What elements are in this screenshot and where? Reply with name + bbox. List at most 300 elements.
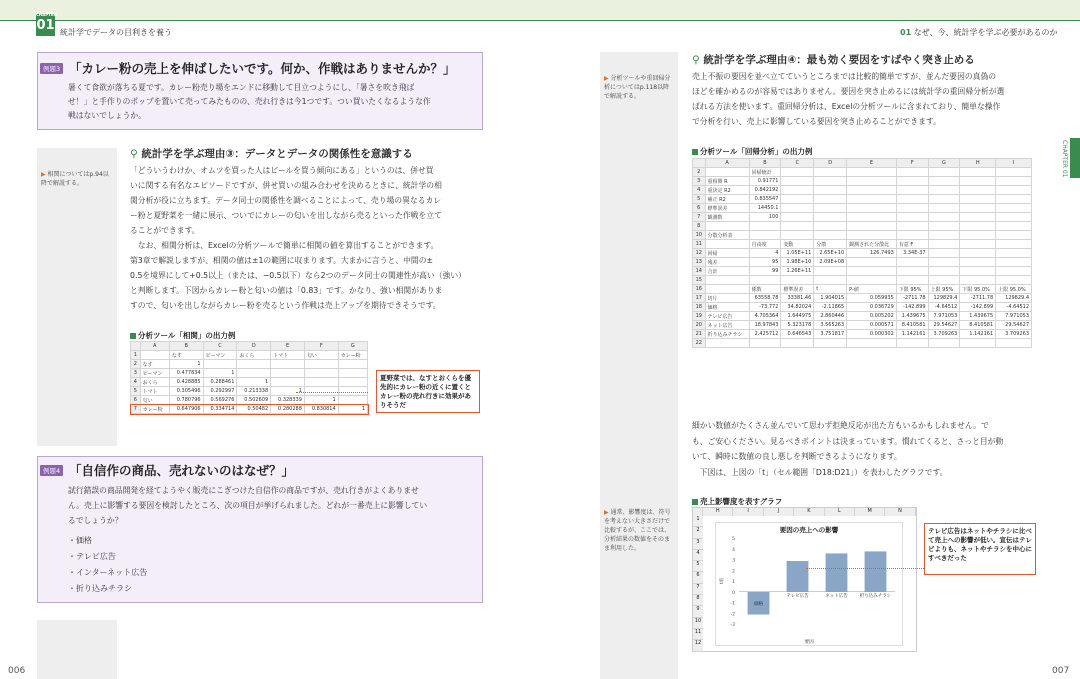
table-row [131,378,368,387]
example4-body: 試行錯誤の商品開発を経てようやく販売にこぎつけた自信作の商品ですが、売れ行きがよくありませ ん。売上に影響する要因を検討したところ、次の項目が挙げられました。どれが一番売上に影響してい るでしょうか？ [68,486,428,525]
y-tick-label: 5 [732,537,735,542]
table-cell: 5 [693,195,706,204]
table-cell: 0.830814 [304,405,338,414]
table-row [693,249,1032,258]
table-cell: 4 [749,249,781,258]
table-cell: 2.65E+10 [814,249,847,258]
note-influence: ▶ 通常、影響度は、符号を考えない大きさだけで比較するが、ここでは、分析結果の数値をそのまま利用した。 [604,509,671,552]
column-header: K [794,508,824,516]
table-cell: 63558.78 [749,294,781,303]
section4-body: 売上不振の要因を並べ立てていうところまでは比較的簡単ですが、並んだ要因の真偽の ほどを確かめるのが容易ではありません。要因を突き止めるには統計学の重回帰分析が選 ばれる方法を使います。重回帰分析は、Excelの分析ツールに含まれており、簡単な操作 で分析を行い、売上に影響している要因を突き止めることができます。 [692,72,1005,126]
right-top-band [540,0,1080,20]
table-cell: 29.54627 [996,321,1032,330]
y-tick-label: 4 [732,547,735,553]
table-cell [781,231,814,240]
table-cell [928,177,960,186]
table-cell [814,168,847,177]
table-cell: なす [140,360,169,369]
column-header [693,508,703,516]
column-header: E [847,159,897,168]
example3-box [37,52,483,130]
table-cell: 折り込みチラシ [705,330,749,339]
callout2-leader [806,568,924,569]
table-cell: 0.000571 [847,321,897,330]
table-cell: 100 [749,213,781,222]
note-correlation: ▶ 相関についてはp.94以降で解説する。 [41,171,109,187]
search-icon: ⚲ [130,148,138,160]
table-cell: 129829.4 [928,294,960,303]
table-cell: -2711.78 [896,294,928,303]
table-cell: 上限 95.0% [996,285,1032,294]
table-cell [928,186,960,195]
table-cell [847,267,897,276]
table-cell: 3.709263 [928,330,960,339]
table-cell [996,240,1032,249]
table-cell [304,378,338,387]
column-header [131,342,141,351]
table-cell [271,369,305,378]
table-row [693,276,1032,285]
table-cell [749,231,781,240]
table-cell: 2.09E+08 [814,258,847,267]
table-row [693,186,1032,195]
chart-sheet [692,507,917,652]
table-cell [928,339,960,348]
row-header: 11 [693,629,703,640]
table-cell [996,186,1032,195]
table-cell: 0.059935 [847,294,897,303]
table-cell [338,387,367,396]
table-cell: なす [169,351,203,360]
table-cell [896,195,928,204]
table-cell: 1.439675 [896,312,928,321]
chart-sheet-row-headers [693,516,703,652]
table-cell: 95 [749,258,781,267]
table-cell [781,276,814,285]
table-cell: 1 [271,387,305,396]
table-cell [996,168,1032,177]
table-cell: 20 [693,321,706,330]
table-cell [847,258,897,267]
table-cell: カレー粉 [338,351,367,360]
table-cell [928,258,960,267]
column-header: B [169,342,203,351]
table-cell: 0.036729 [847,303,897,312]
body-after-table: 細かい数値がたくさん並んでいて思わず拒絶反応が出た方もいるかもしれません。で も、ご安心ください。見るべきポイントは決まっています。慣れてくると、さっと目が動 いて、瞬時に数値の良し悪しを判断できるようになります。 下図は、上図の「t」（セル範囲「D18:D21」）を表わしたグラフです。 [692,421,1004,477]
table-cell: 0.477834 [169,369,203,378]
table-cell [996,177,1032,186]
y-axis-label: t値 [720,577,725,585]
table-cell: 14 [693,267,706,276]
table-cell [996,213,1032,222]
table-cell [996,339,1032,348]
table-cell [847,168,897,177]
table-cell [781,177,814,186]
chapter-badge: CHAPTER 01 [36,14,55,36]
table-cell [781,339,814,348]
table-cell [960,213,996,222]
table-cell: 7.971053 [996,312,1032,321]
table-cell: 0.780796 [169,396,203,405]
table1-caption: 分析ツール「相関」の出力例 [130,330,235,341]
x-tick-label: 折り込みチラシ [859,593,892,599]
table-cell: 1.439675 [960,312,996,321]
table-cell: 2.860446 [814,312,847,321]
y-tick-label: 3 [732,558,735,564]
table-cell [896,213,928,222]
table-row [693,330,1032,339]
table-cell: おくら [140,378,169,387]
table-row [131,396,368,405]
table-cell [960,276,996,285]
table-cell [896,258,928,267]
left-side-column [37,148,117,446]
table-cell [960,168,996,177]
table-cell: 残差 [705,258,749,267]
row-header: 12 [693,640,703,651]
table-cell [705,168,749,177]
table-cell: 重決定 R2 [705,186,749,195]
table-cell: 価格 [705,303,749,312]
table-cell: 有意 F [896,240,928,249]
table-cell: 係数 [749,285,781,294]
column-header: M [855,508,885,516]
table-cell [847,213,897,222]
table-row [693,177,1032,186]
table-cell: -2.11865 [814,303,847,312]
right-running-header: 01 なぜ、今、統計学を学ぶ必要があるのか [900,28,1058,37]
list-item: ・価格 [68,536,92,545]
search-icon: ⚲ [692,54,700,66]
example4-title: 「自信作の商品、売れないのはなぜ？」 [69,463,295,478]
list-item: ・インターネット広告 [68,568,148,577]
table-cell [928,231,960,240]
table-row [693,294,1032,303]
bar-2 [826,553,848,591]
table-cell: 1.142161 [896,330,928,339]
table-cell: 0.569276 [203,396,237,405]
table-cell [960,195,996,204]
table-cell: 10 [693,231,706,240]
table-cell [960,222,996,231]
table-cell: 0.334714 [203,405,237,414]
table-cell [960,267,996,276]
chart-sheet-column-headers [693,508,916,516]
table-cell: 1 [203,369,237,378]
example4-label: 例題4 [40,465,63,476]
table-cell: -4.64512 [928,303,960,312]
table-cell: 15 [693,276,706,285]
right-side-column [600,52,678,679]
table-cell [928,249,960,258]
table-cell [896,186,928,195]
correlation-table [130,341,368,414]
table-cell [960,249,996,258]
row-header: 9 [693,606,703,617]
table-cell: 0.213338 [237,387,271,396]
table-cell [847,186,897,195]
table-cell [304,360,338,369]
table-cell [705,285,749,294]
table-cell [960,186,996,195]
column-header: C [781,159,814,168]
table-cell [814,339,847,348]
table-cell [814,195,847,204]
table-cell: 下限 95.0% [960,285,996,294]
table-cell: 1.98E+10 [781,258,814,267]
table-cell: 7.971053 [928,312,960,321]
chapter-vertical-label: CHAPTER 01 [1061,140,1068,178]
table-cell: 1 [338,405,367,414]
table-cell: 2.425712 [749,330,781,339]
table-row [693,168,1032,177]
table-cell: 1 [304,396,338,405]
table-cell: 切片 [705,294,749,303]
table-cell: 0.842192 [749,186,781,195]
table-cell: 0.292997 [203,387,237,396]
table-cell [814,231,847,240]
table-row [131,387,368,396]
table-cell [928,168,960,177]
table-cell [996,267,1032,276]
table-cell: 16 [693,285,706,294]
table-cell [928,213,960,222]
table-cell: 0.502609 [237,396,271,405]
section4-heading: ⚲ 統計学を学ぶ理由④：最も効く要因をすばやく突き止める [692,54,975,66]
table-cell [338,378,367,387]
table-cell: 34.82024 [781,303,814,312]
table-row [693,303,1032,312]
left-running-header: 統計学でデータの目利きを養う [60,28,172,37]
table-cell [847,204,897,213]
table-cell: 8.410581 [960,321,996,330]
table-cell: テレビ広告 [705,312,749,321]
column-header [693,159,706,168]
table-cell [271,378,305,387]
table-cell [896,339,928,348]
table-cell [781,204,814,213]
table-cell [960,258,996,267]
table-cell [237,369,271,378]
table-cell: 0.646543 [781,330,814,339]
table-cell [996,204,1032,213]
table-cell: 分散分析表 [705,231,749,240]
row-header: 2 [693,527,703,538]
table-cell: 14450.1 [749,204,781,213]
table-cell: 4 [131,378,141,387]
table-cell [814,177,847,186]
table-cell [304,387,338,396]
table-cell: P-値 [847,285,897,294]
table-row [693,195,1032,204]
table-cell: 22 [693,339,706,348]
influence-bar-chart [715,522,903,646]
table-cell [928,240,960,249]
table-cell: 自由度 [749,240,781,249]
table-cell: トマト [140,387,169,396]
table-cell: 1.05E+11 [781,249,814,258]
table-cell [781,195,814,204]
column-header: J [764,508,794,516]
right-page-number: 007 [1052,666,1070,676]
y-tick-label: 0 [732,590,735,596]
table-cell: 3 [693,177,706,186]
table-cell: 匂い [140,396,169,405]
column-header: D [237,342,271,351]
bar-1 [787,561,809,592]
table-cell [304,369,338,378]
table-cell: 3.565263 [814,321,847,330]
table-cell [996,276,1032,285]
y-tick-label: -1 [730,601,735,607]
regression-table [692,158,1032,348]
table-cell: 18.97843 [749,321,781,330]
table-cell: 18 [693,303,706,312]
factor-list [68,533,147,597]
column-header: G [338,342,367,351]
table-row [693,240,1032,249]
column-header: A [705,159,749,168]
table-cell [814,267,847,276]
table-cell [338,369,367,378]
y-tick-label: -3 [730,623,735,628]
row-header: 10 [693,618,703,629]
table-cell: 回帰 [705,249,749,258]
table-cell [847,177,897,186]
callout1-leader [296,392,368,393]
table-cell: 3.709263 [996,330,1032,339]
table-cell [996,249,1032,258]
table-cell: 変動 [781,240,814,249]
table-cell: 0.288461 [203,378,237,387]
column-header: D [814,159,847,168]
y-tick-label: 1 [732,580,735,585]
table-row [131,369,368,378]
chart-caption: 売上影響度を表すグラフ [692,496,782,507]
table-cell [996,231,1032,240]
table-cell: 2 [693,168,706,177]
table-cell [781,168,814,177]
table-cell: 0.428885 [169,378,203,387]
column-header: N [885,508,915,516]
top-rule [0,20,1080,21]
column-header: C [203,342,237,351]
table-cell: 7 [693,213,706,222]
table-cell: 観測数 [705,213,749,222]
row-header: 7 [693,584,703,595]
table-cell: 33381.46 [781,294,814,303]
table2-caption: 分析ツール「回帰分析」の出力例 [692,146,812,157]
example3-label: 例題3 [40,63,63,74]
table-cell [271,360,305,369]
table-cell [896,177,928,186]
table-row [693,222,1032,231]
table-cell [928,195,960,204]
table-cell [896,204,928,213]
table-cell [896,231,928,240]
column-header: G [928,159,960,168]
table-cell: 6 [693,204,706,213]
column-header: H [703,508,733,516]
x-axis-label: 要因 [804,640,814,645]
table-cell [896,267,928,276]
table-cell: -142.899 [896,303,928,312]
table-cell: 126.7493 [847,249,897,258]
table-cell: 匂い [304,351,338,360]
table-cell: ピーマン [140,369,169,378]
table-cell: 1.644975 [781,312,814,321]
list-item: ・折り込みチラシ [68,584,132,593]
table-cell: カレー粉 [140,405,169,414]
table-cell: 0.280288 [271,405,305,414]
table-cell [814,204,847,213]
table-cell [928,276,960,285]
chart-title: 要因の売上への影響 [779,526,839,534]
table-cell: -4.64512 [996,303,1032,312]
list-item: ・テレビ広告 [68,552,116,561]
table-cell [203,360,237,369]
table-cell: 3.751817 [814,330,847,339]
table-row [131,405,368,414]
x-tick-label: 価格 [754,602,763,608]
table-cell [996,222,1032,231]
row-header: 4 [693,550,703,561]
table-cell: 21 [693,330,706,339]
table-cell: 0.000302 [847,330,897,339]
table-cell [928,222,960,231]
table-row [693,204,1032,213]
table-cell: 11 [693,240,706,249]
table-cell [237,360,271,369]
table-cell: 標準誤差 [705,204,749,213]
table-cell [960,339,996,348]
row-header: 5 [693,561,703,572]
table-cell: 29.54627 [928,321,960,330]
table-cell: 分散 [814,240,847,249]
row-header: 1 [693,516,703,527]
table-row [693,285,1032,294]
table-cell: 1.142161 [960,330,996,339]
chapter-side-tab [1070,138,1080,178]
left-top-band [0,0,540,20]
table-cell: 下限 95% [896,285,928,294]
table-cell: 0.005202 [847,312,897,321]
bar-3 [865,551,887,591]
column-header: H [960,159,996,168]
y-tick-label: 2 [732,569,735,575]
table-cell [847,195,897,204]
column-header: L [825,508,855,516]
table-cell [705,276,749,285]
table-cell [896,276,928,285]
row-header: 8 [693,595,703,606]
table-cell: 回帰統計 [749,168,781,177]
table-cell [781,213,814,222]
table-cell [705,222,749,231]
table-cell [705,240,749,249]
table-cell: 3 [131,369,141,378]
table-cell [847,276,897,285]
table-cell: 合計 [705,267,749,276]
table-row [131,351,368,360]
table-cell: 3.34E-37 [896,249,928,258]
x-tick-label: ネット広告 [825,593,848,599]
table-cell: 5 [131,387,141,396]
table-cell: ネット広告 [705,321,749,330]
section3-body: 「どういうわけか、オムツを買った人はビールを買う傾向にある」というのは、併せ買 いに関する有名なエピソードですが、併せ買いの組み合わせを決めるときに、統計学の相 関分析が役に立ちます。データ同士の関係性を調べることによって、売り場の異なるカレ ー粉と夏野菜を一緒に展示、ついでにカレーの匂いを出しながら売るといった作戦を立て ることができます。 なお、相関分析は、Excelの分析ツールで簡単に相関の値を算出することができます。 第3章で解説しますが、相関の値は±1の範囲に収まります。大まかに言うと、中間の± 0.5を境界にして+0.5以上（または、−0.5以下）なら2つのデータ同士の関連性が高い（強い） と判断します。下図からカレー粉と匂いの値は「0.83」です。かなり、強い相関がありま すので、匂いを出しながらカレー粉を売るという作戦は売上アップを期待できそうです。 [130,166,466,310]
column-header: A [140,342,169,351]
table-cell: 8 [693,222,706,231]
